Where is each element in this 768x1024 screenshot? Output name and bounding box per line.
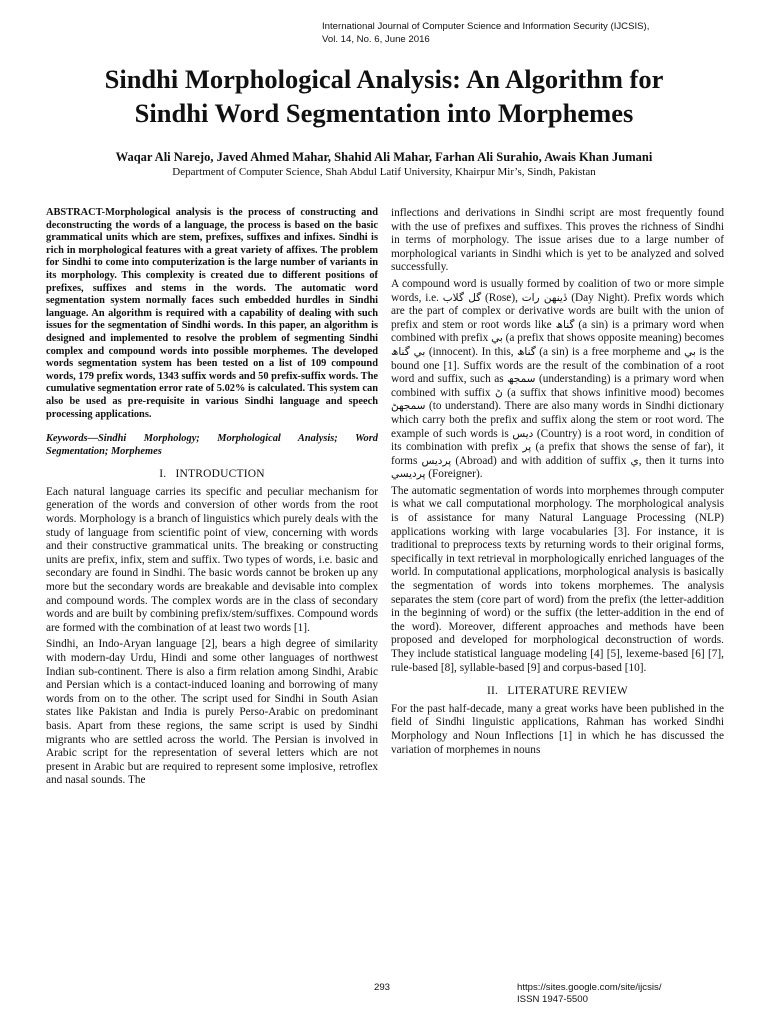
sindhi-word-understanding: سمجھ <box>507 373 536 386</box>
right-paragraph-2: A compound word is usually formed by coalition of two or more simple words, i.e. گل گلاب (Rose), ڏينهن رات (Day Night). Prefix words which are the part of complex or derivative words are built with the union of prefix and stem or root words like گناھ (a sin) is a primary word when combined with prefix بي (a prefix that shows opposite meaning) becomes بي گناھ (innocent). In this, گناھ (a sin) is a free morpheme and بي is the bound one [1]. Suffix words are the result of the combination of a root word and suffix, such as سمجھ (understanding) is a primary word when combined with suffix ڻ (a suffix that shows infinitive mood) becomes سمجھڻ (to understand). There are also many words in Sindhi dictionary which carry both the prefix and suffix along the stem or root word. The example of such words is ديس (Country) is a root word, in condition of its combination with prefix پر (a prefix that shows the sense of far), it forms پرديس (Abroad) and with addition of suffix ي, then it turns into پرديسي (Foreigner). <box>391 277 725 481</box>
sindhi-prefix-bi: بي <box>684 345 696 358</box>
sindhi-suffix-n: ڻ <box>494 386 503 399</box>
affiliation: Department of Computer Science, Shah Abdul Latif University, Khairpur Mir’s, Sindh, Pakistan <box>172 166 596 178</box>
footer-info <box>517 982 662 1006</box>
sindhi-word-abroad: پرديس <box>421 454 452 467</box>
intro-paragraph-2: Sindhi, an Indo-Aryan language [2], bears a high degree of similarity with modern-day Urdu, Hindi and some other languages of northwest Indian sub-continent. There is also a firm relation among Sindhi, Arabic and Persian which is a contact-induced loaning and borrowing of many words from on to the other. The script used for Sindhi in South Asian states like Pakistan and India is purely Perso-Arabic on predominant basis. Apart from these regions, the same script is used by Sindhi migrants who are settled across the world. The Persian is involved in Arabic script for the representation of several letters which are not present in Arabic but are required to represent some implosive, retroflex and nasal sounds. The <box>46 638 378 787</box>
sindhi-word-sin: گناھ <box>555 318 575 331</box>
journal-header <box>322 20 649 46</box>
sindhi-word-innocent: بي گناھ <box>391 345 426 358</box>
keywords: Keywords—Sindhi Morphology; Morphological Analysis; Word Segmentation; Morphemes <box>46 433 378 457</box>
sindhi-word-rose: گل گلاب <box>442 291 482 304</box>
journal-name: International Journal of Computer Science and Information Security (IJCSIS), <box>322 21 650 32</box>
footer-issn: ISSN 1947-5500 <box>517 994 588 1005</box>
abstract: ABSTRACT-Morphological analysis is the process of constructing and deconstructing the words of a language, the process is based on the basic grammatical units which are stem, prefixes, suffixes and infixes. Sindhi is rich in morphological features with a great variety of affixes. The problem for Sindhi to come into computerization is the large number of variants in its morphology. This complexity is created due to different positions of prefixes, suffixes and stems in the words. The automatic word segmentation system normally faces such embedded hurdles in Sindhi language. An algorithm is required with a capability of dealing with such issues for the segmentation of Sindhi words. In this paper, an algorithm is designed and implemented to resolve the problem of segmenting Sindhi complex and compound words into possible morphemes. The developed words segmentation system has been tested on a list of 109 compound words, 179 prefix words, 1343 suffix words and 50 prefix-suffix words. The cumulative segmentation error rate of 5.02% is calculated. This system can also be used as pre-requisite in various Sindhi language and speech processing applications. <box>46 207 378 420</box>
title-line-1: Sindhi Morphological Analysis: An Algorithm for <box>104 64 664 94</box>
page-number: 293 <box>374 982 391 993</box>
sindhi-word-country: ديس <box>512 427 534 440</box>
right-paragraph-1: inflections and derivations in Sindhi script are most frequently found with the use of prefixes and suffixes. This proves the richness of Sindhi in terms of morphology. The issue arises due to a large number of morphological variants in Sindhi which is yet to be analyzed and solved successfully. <box>391 207 724 274</box>
sindhi-word-to-understand: سمجھڻ <box>391 400 426 413</box>
paper-title <box>30 62 738 130</box>
sindhi-word-day-night: ڏينهن رات <box>521 291 568 304</box>
sindhi-word-foreigner: پرديسي <box>391 468 426 481</box>
sindhi-prefix-par: پر <box>522 441 532 454</box>
sindhi-word-sin: گناھ <box>517 345 536 358</box>
sindhi-suffix-i: ي <box>630 454 639 467</box>
journal-volume: Vol. 14, No. 6, June 2016 <box>322 34 430 45</box>
section-heading-literature-review: II. LITERATURE REVIEW <box>487 685 628 698</box>
right-paragraph-4: For the past half-decade, many a great works have been published in the field of Sindhi linguistic applications, Rahman has worked Sindhi Morphology and Noun Inflections [1] in which he has discussed the variation of morphemes in nouns <box>391 702 724 756</box>
right-column <box>391 207 724 757</box>
section-heading-introduction: I. INTRODUCTION <box>159 468 265 481</box>
author-list: Waqar Ali Narejo, Javed Ahmed Mahar, Shahid Ali Mahar, Farhan Ali Surahio, Awais Khan Jumani <box>115 150 653 164</box>
right-paragraph-3: The automatic segmentation of words into morphemes through computer is what we call computational morphology. The morphological analysis is of assistance for many Natural Language Processing (NLP) applications working with large vocabularies [3]. For instance, it is traditional to preprocess texts by returning words to their original forms, specifically in text retrieval in morphologically enriched languages of the world. In computational applications, morphological analysis is basically the segmentation of words into tokens morphemes. The analysis separates the stem (core part of word) from the prefix (the letter-addition in the beginning of word) or the suffix (the letter-addition in the end of the word). Moreover, different approaches and methods have been proposed and developed for morphological deconstruction of words. They include statistical language modeling [4] [5], lexeme-based [6] [7], rule-based [8], syllable-based [9] and corpus-based [10]. <box>391 484 724 674</box>
left-column <box>46 207 378 788</box>
title-line-2: Sindhi Word Segmentation into Morphemes <box>134 98 634 128</box>
sindhi-prefix-bi: بي <box>491 332 503 345</box>
intro-paragraph-1: Each natural language carries its specific and peculiar mechanism for generation of the words and conversion of other words from the root words. Morphology is a branch of linguistics which purely deals with the study of language from scientific point of view, concerning with words and their constructive grammatical units. The breaking or constructing units are prefix, infix, stem and suffix. Two types of words, i.e. basic and secondary are found in Sindhi. The basic words cannot be broken up any more but the secondary words are breakable and devisable into complex and compound words. The complex words are in the class of secondary words and are built by combining prefix/stem/suffixes. Compound words are formed with the combination of at least two words [1]. <box>46 485 378 634</box>
footer-url: https://sites.google.com/site/ijcsis/ <box>517 982 662 993</box>
